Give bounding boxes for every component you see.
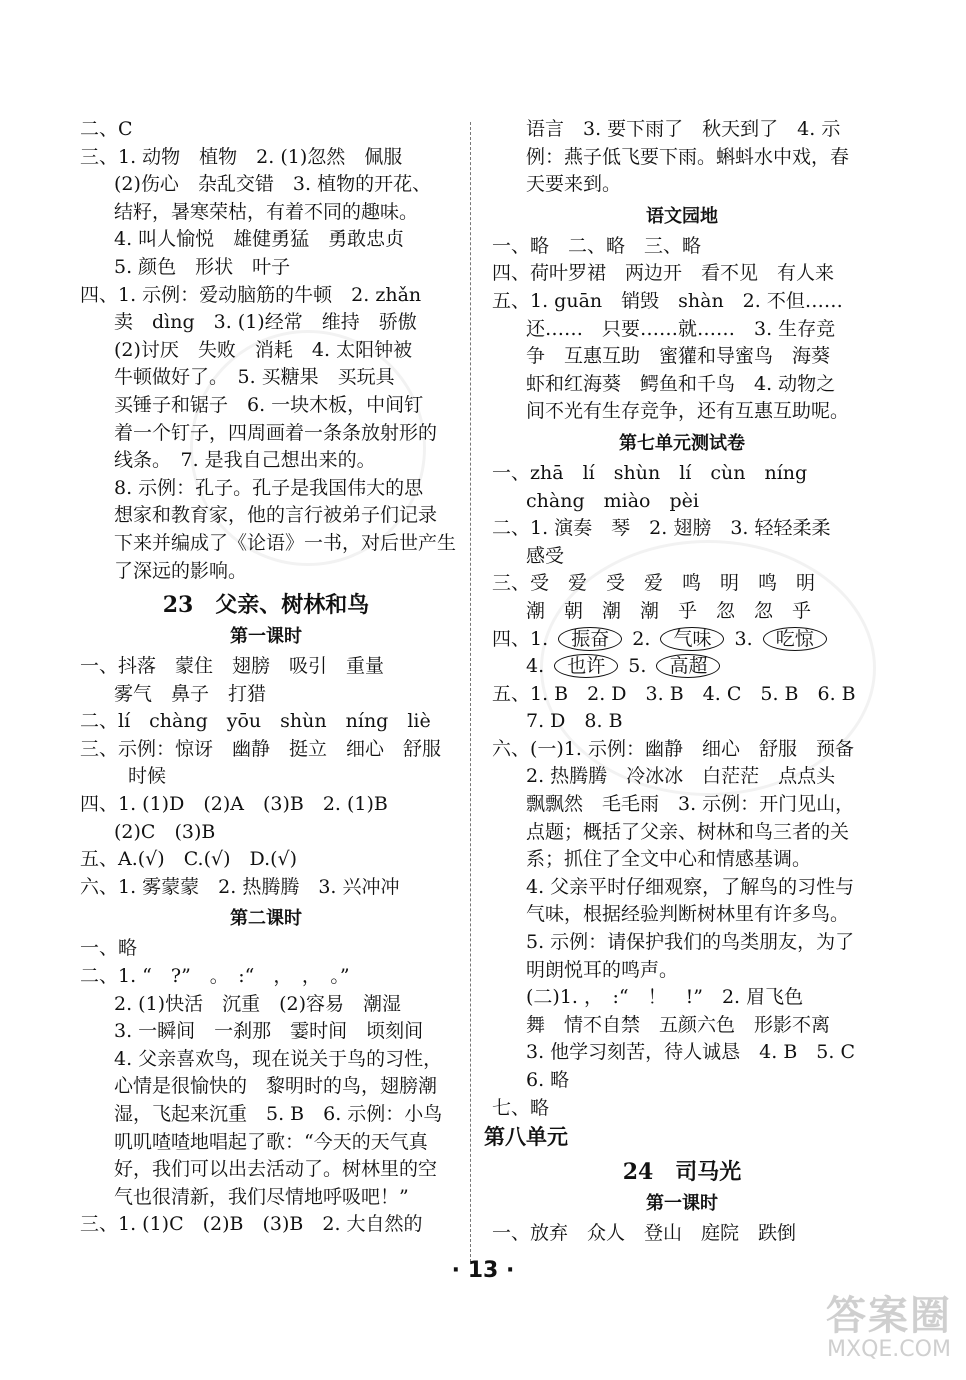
answer-line: (二)1. ， :“ ！ !” 2. 眉飞色 <box>526 986 804 1009</box>
answer-line: 明朗悦耳的鸣声。 <box>526 958 679 981</box>
answer-line: 4. 父亲喜欢鸟，现在说关于鸟的习性， <box>114 1047 443 1070</box>
answer-line: 五、1. B 2. D 3. B 4. C 5. B 6. B <box>492 682 856 705</box>
section-title: 第一课时 <box>230 626 302 648</box>
page-number: · 13 · <box>451 1258 515 1283</box>
answer-line: 一、略 二、略 三、略 <box>492 234 702 257</box>
answer-line: 2. 热腾腾 冷冰冰 白茫茫 点点头 <box>526 765 836 788</box>
answer-line: 七、略 <box>492 1096 550 1119</box>
answer-line: 六、(一)1. 示例：幽静 细心 舒服 预备 <box>492 737 854 760</box>
answer-line: 六、1. 雾蒙蒙 2. 热腾腾 3. 兴冲冲 <box>80 875 400 898</box>
watermark-logo: 答案圈 MXQE.COM <box>826 1293 952 1362</box>
right-column <box>484 116 872 1248</box>
answer-line: 气也很清新，我们尽情地呼吸吧！” <box>114 1185 409 1208</box>
answer-line: 还…… 只要……就…… 3. 生存竞 <box>526 317 836 340</box>
left-column <box>80 116 457 1239</box>
answer-line: 语言 3. 要下雨了 秋天到了 4. 示 <box>526 118 841 140</box>
lesson-title: 24 司马光 <box>622 1159 742 1186</box>
answer-line: 买锤子和锯子 6. 一块木板，中间钉 <box>114 393 424 416</box>
answer-line: 四、1. 示例：爱动脑筋的牛顿 2. zhǎn <box>80 283 422 306</box>
answer-line: 雾气 鼻子 打猎 <box>114 682 267 705</box>
section-title: 第一课时 <box>646 1193 718 1215</box>
oval-answer: 气味 <box>660 627 724 651</box>
answer-line: 一、放弃 众人 登山 庭院 跌倒 <box>492 1222 797 1245</box>
answer-line: 争 互惠互助 蜜獾和导蜜鸟 海葵 <box>526 345 831 368</box>
answer-line: 例：燕子低飞要下雨。蝌蚪水中戏，春 <box>526 145 850 168</box>
answer-line: 着一个钉子，四周画着一条条放射形的 <box>114 421 438 444</box>
oval-answer: 也许 <box>554 654 618 678</box>
unit-title: 第八单元 <box>484 1124 568 1150</box>
answer-line: 二、lí chàng yōu shùn níng liè <box>80 710 431 733</box>
answer-line: 系；抓住了全文中心和情感基调。 <box>526 848 812 871</box>
answer-line: 8. 示例：孔子。孔子是我国伟大的思 <box>114 476 424 499</box>
answer-line: 一、抖落 蒙住 翅膀 吸引 重量 <box>80 655 385 678</box>
answer-line: 叽叽喳喳地唱起了歌：“今天的天气真 <box>114 1130 428 1153</box>
answer-line: 3. 他学习刻苦，待人诚恳 4. B 5. C <box>526 1041 856 1064</box>
answer-line: 3. 一瞬间 一刹那 霎时间 顷刻间 <box>114 1020 424 1043</box>
answer-line: 五、A.(√) C.(√) D.(√) <box>80 848 298 871</box>
answer-line: 飘飘然 毛毛雨 3. 示例：开门见山， <box>526 793 855 816</box>
answer-line: 四、1. (1)D (2)A (3)B 2. (1)B <box>80 793 388 816</box>
answer-line: 7. D 8. B <box>526 710 623 733</box>
answer-line: 牛顿做好了。 5. 买糖果 买玩具 <box>114 366 395 389</box>
section-title: 第七单元测试卷 <box>619 432 745 454</box>
column-divider <box>470 122 471 1262</box>
answer-line: 一、zhā lí shùn lí cùn níng <box>492 461 808 484</box>
section-title: 第二课时 <box>230 908 302 930</box>
answer-line: 湿，飞起来沉重 5. B 6. 示例：小鸟 <box>114 1103 443 1125</box>
answer-line: 四、荷叶罗裙 两边开 看不见 有人来 <box>492 262 835 285</box>
answer-line: (2)C (3)B <box>114 820 216 843</box>
answer-line: 三、示例：惊讶 幽静 挺立 细心 舒服 <box>80 737 442 760</box>
oval-answers-row-1: 四、1. 振奋 2. 气味 3. 吃惊 <box>492 626 872 654</box>
answer-line: 了深远的影响。 <box>114 559 248 582</box>
answer-line: (2)讨厌 失败 消耗 4. 太阳钟被 <box>114 338 413 361</box>
answer-line: 潮 朝 潮 潮 乎 忽 忽 乎 <box>526 599 812 622</box>
answer-line: 线条。 7. 是我自己想出来的。 <box>114 449 376 472</box>
answer-line: 5. 示例：请保护我们的鸟类朋友，为了 <box>526 931 855 954</box>
answer-line: 一、略 <box>80 937 138 960</box>
answer-line: 三、受 爱 受 爱 鸣 明 鸣 明 <box>492 572 816 595</box>
answer-line: 想家和教育家，他的言行被弟子们记录 <box>114 504 438 527</box>
answer-line: 舞 情不自禁 五颜六色 形影不离 <box>526 1013 831 1036</box>
answer-line: 五、1. guān 销毁 shàn 2. 不但…… <box>492 289 843 312</box>
answer-line: 三、1. 动物 植物 2. (1)忽然 佩服 <box>80 145 403 168</box>
oval-answers-row-2: 4. 也许 5. 高超 <box>492 653 872 681</box>
section-title: 语文园地 <box>646 205 718 227</box>
answer-line: (2)伤心 杂乱交错 3. 植物的开花、 <box>114 173 432 196</box>
answer-line: 4. 叫人愉悦 雄健勇猛 勇敢忠贞 <box>114 228 405 251</box>
oval-answer: 吃惊 <box>763 627 827 651</box>
answer-line: 4. 父亲平时仔细观察，了解鸟的习性与 <box>526 875 855 898</box>
answer-line: 5. 颜色 形状 叶子 <box>114 255 291 278</box>
answer-line: 天要来到。 <box>526 173 622 196</box>
answer-line: 6. 略 <box>526 1069 570 1091</box>
answer-line: 点题；概括了父亲、树林和鸟三者的关 <box>526 820 850 843</box>
answer-line: 2. (1)快活 沉重 (2)容易 潮湿 <box>114 992 401 1015</box>
answer-line: 虾和红海葵 鳄鱼和千鸟 4. 动物之 <box>526 372 836 395</box>
answer-line: 气味，根据经验判断树林里有许多鸟。 <box>526 903 850 926</box>
answer-line: 二、1. “ ?” 。 :“ ， ， 。” <box>80 965 350 988</box>
section-title: 23 父亲、树林和鸟 <box>162 592 370 619</box>
answer-line: 下来并编成了《论语》一书，对后世产生 <box>114 531 457 554</box>
oval-answer: 高超 <box>656 654 720 678</box>
answer-line: 感受 <box>526 544 565 567</box>
answer-line: 心情是很愉快的 黎明时的鸟，翅膀潮 <box>114 1075 438 1098</box>
answer-line: 结籽，暑寒荣枯，有着不同的趣味。 <box>114 200 419 223</box>
answer-line: 二、C <box>80 118 133 140</box>
answer-line: 二、1. 演奏 琴 2. 翅膀 3. 轻轻柔柔 <box>492 517 831 540</box>
answer-line: 好，我们可以出去活动了。树林里的空 <box>114 1158 438 1181</box>
answer-line: 三、1. (1)C (2)B (3)B 2. 大自然的 <box>80 1213 423 1236</box>
answer-line: 时候 <box>128 765 167 788</box>
answer-line: 间不光有生存竞争，还有互惠互助呢。 <box>526 400 850 423</box>
oval-answer: 振奋 <box>558 627 622 651</box>
answer-line: chàng miào pèi <box>526 489 699 512</box>
answer-line: 卖 dìng 3. (1)经常 维持 骄傲 <box>114 311 417 334</box>
